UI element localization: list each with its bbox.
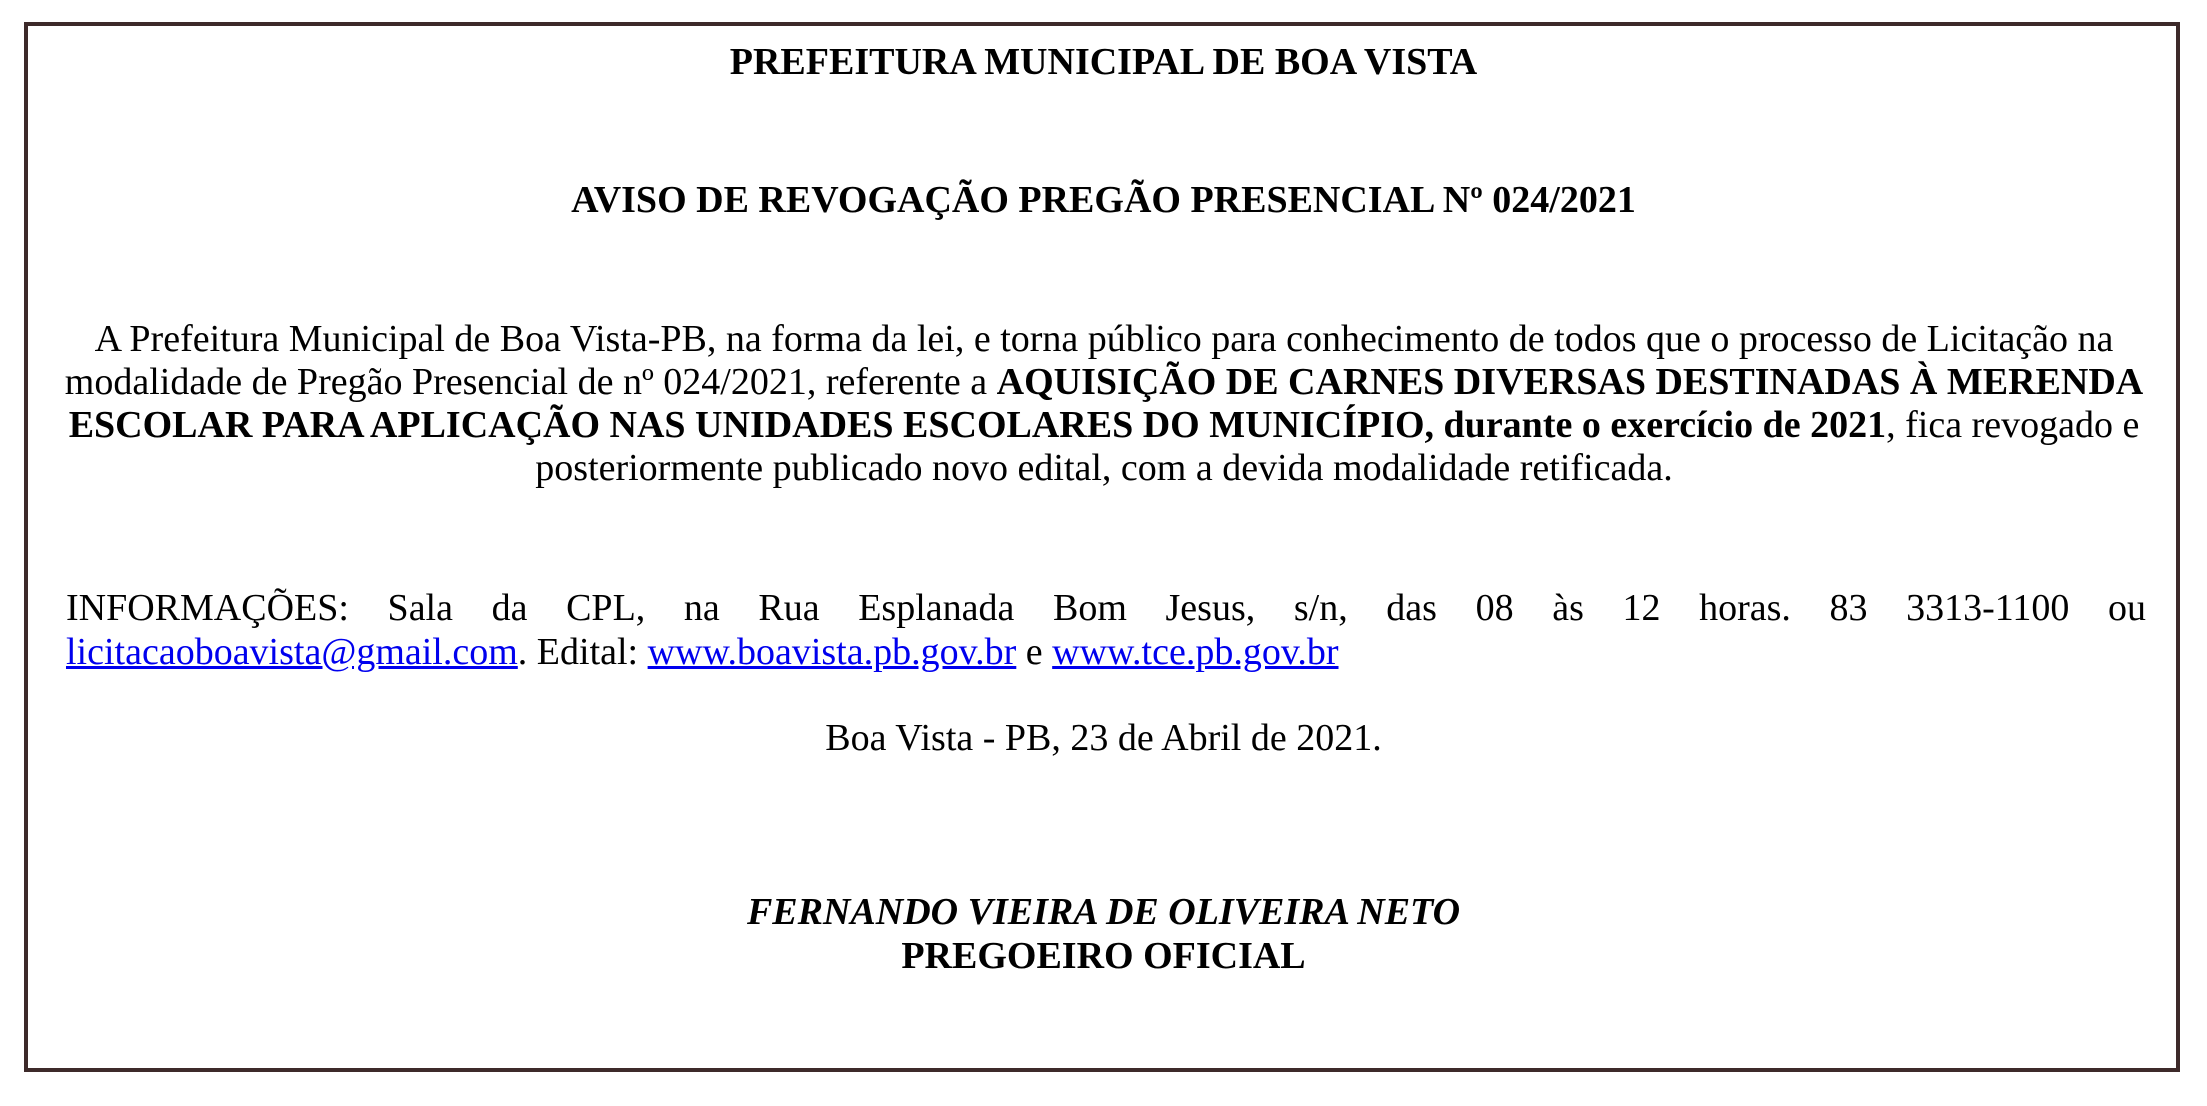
signer-role: PREGOEIRO OFICIAL (901, 935, 1306, 977)
website-link-tce[interactable]: www.tce.pb.gov.br (1052, 631, 1339, 673)
info-block (66, 586, 2146, 674)
signer-name: FERNANDO VIEIRA DE OLIVEIRA NETO (746, 891, 1461, 933)
notice-outro: , fica revogado e posteriormente publicado novo edital, com a devida modalidade retificada. (535, 404, 2140, 489)
info-line: INFORMAÇÕES: Sala da CPL, na Rua Esplanada Bom Jesus, s/n, das 08 às 12 horas. 83 3313-1100 ou (66, 587, 2146, 629)
info-links-line (66, 630, 2146, 674)
org-title: PREFEITURA MUNICIPAL DE BOA VISTA (729, 41, 1478, 83)
notice-intro: A Prefeitura Municipal de Boa Vista-PB, na forma da lei, e torna público para conhecimento de todos que o processo de Licitação na modalidade de Pregão Presencial de nº 024/2021, referente a (64, 318, 2114, 403)
notice-title: AVISO DE REVOGAÇÃO PREGÃO PRESENCIAL Nº 024/2021 (571, 179, 1636, 221)
conjunction-text: e (1016, 631, 1053, 673)
notice-body (62, 318, 2146, 490)
date-line: Boa Vista - PB, 23 de Abril de 2021. (825, 717, 1382, 759)
notice-object: AQUISIÇÃO DE CARNES DIVERSAS DESTINADAS À MERENDA ESCOLAR PARA APLICAÇÃO NAS UNIDADES ESCOLARES DO MUNICÍPIO, durante o exercício de 2021 (68, 361, 2144, 446)
website-link-boavista[interactable]: www.boavista.pb.gov.br (647, 631, 1017, 673)
email-link[interactable]: licitacaoboavista@gmail.com (66, 631, 518, 673)
edital-label: . Edital: (517, 631, 648, 673)
